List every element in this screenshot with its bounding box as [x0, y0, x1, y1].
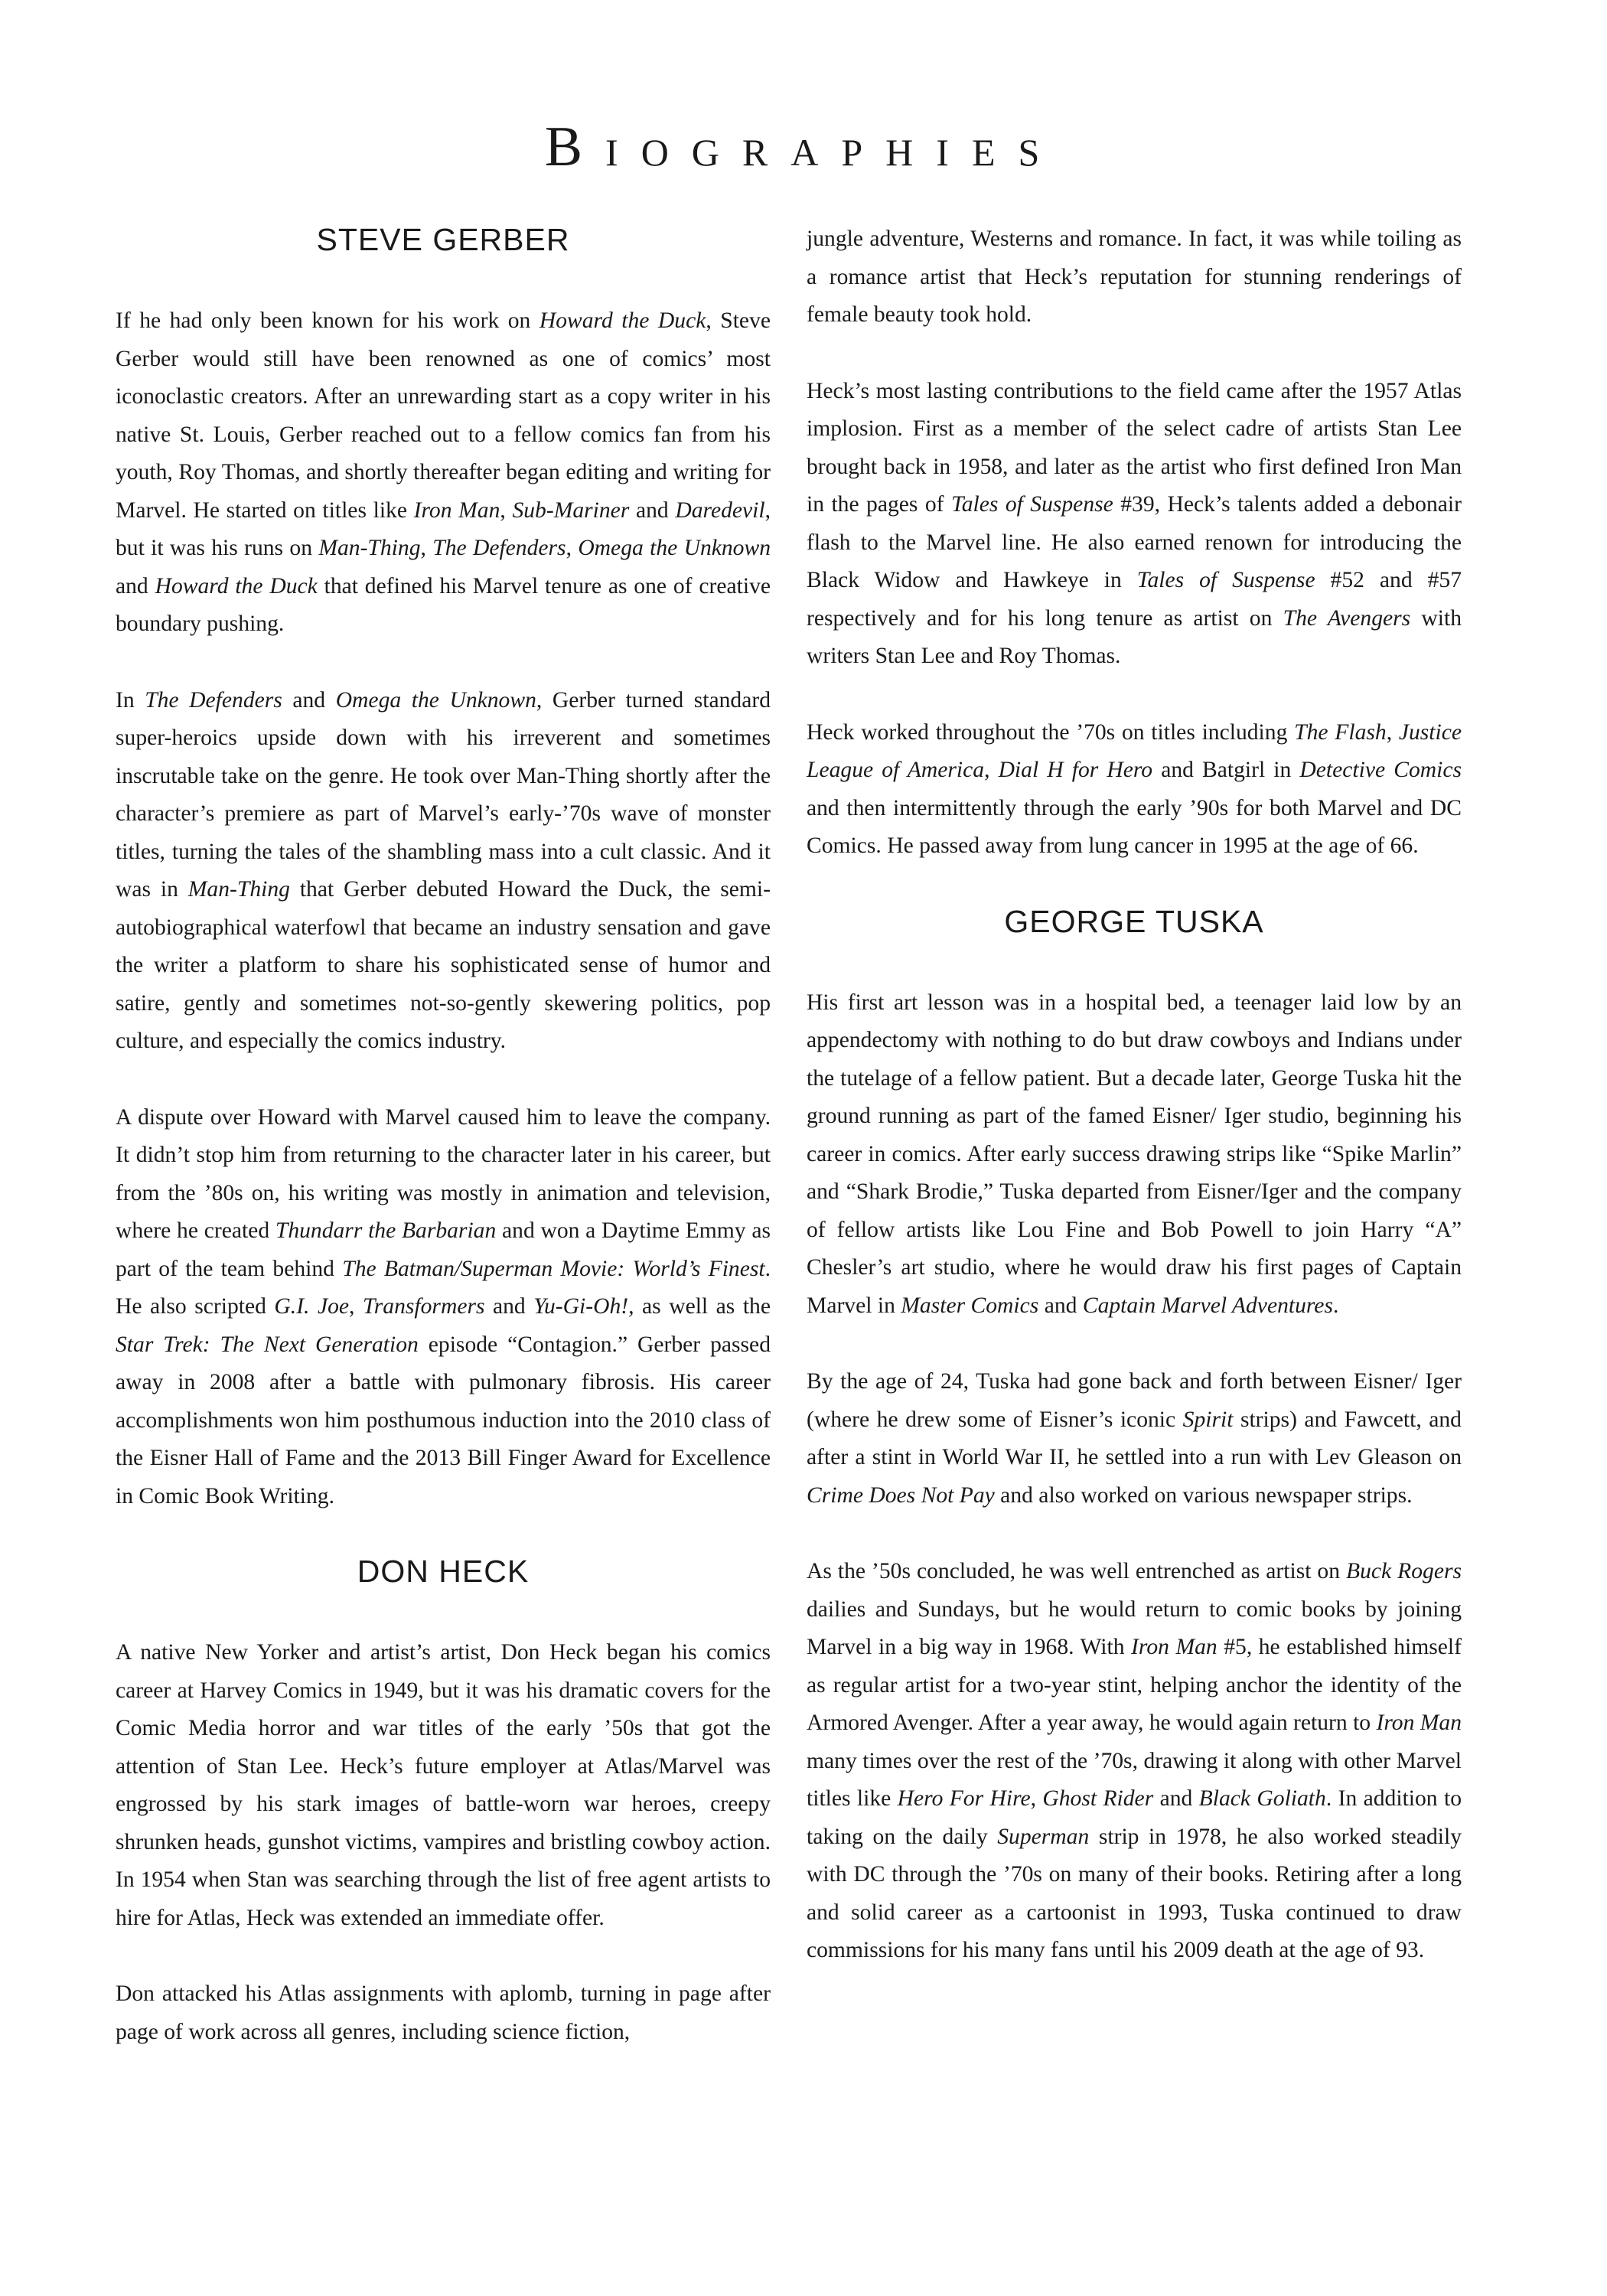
bio-heading-steve-gerber: STEVE GERBER	[316, 222, 570, 257]
bio-paragraph: jungle adventure, Westerns and romance. In fact, it was while toiling as a romance artist that Heck’s reputation for stunning renderings of female beauty took hold.	[807, 227, 1462, 327]
bio-paragraph: His first art lesson was in a hospital bed, a teenager laid low by an appendectomy with nothing to do but draw cowboys and Indians under the tutelage of a fellow patient. But a decade later, George Tuska hit the ground running as part of the famed Eisner/ Iger studio, beginning his career in comics. After early success drawing strips like “Spike Marlin” and “Shark Brodie,” Tuska departed from Eisner/Iger and the company of fellow artists like Lou Fine and Bob Powell to join Harry “A” Chesler’s art studio, where he would draw his first pages of Captain Marvel in Master Comics and Captain Marvel Adventures.	[807, 990, 1462, 1318]
bio-paragraph: A native New Yorker and artist’s artist, Don Heck began his comics career at Harvey Comics in 1949, but it was his dramatic covers for the Comic Media horror and war titles of the early ’50s that got the attention of Stan Lee. Heck’s future employer at Atlas/Marvel was engrossed by his stark images of battle-worn war heroes, creepy shrunken heads, gunshot victims, vampires and bristling cowboy action. In 1954 when Stan was searching through the list of free agent artists to hire for Atlas, Heck was extended an immediate offer.	[116, 1640, 771, 1930]
bio-paragraph: Heck worked throughout the ’70s on titles including The Flash, Justice League of America, Dial H for Hero and Batgirl in Detective Comics and then intermittently through the early ’90s for both Marvel and DC Comics. He passed away from lung cancer in 1995 at the age of 66.	[807, 719, 1462, 858]
bio-heading-don-heck: DON HECK	[357, 1554, 530, 1589]
bio-paragraph: If he had only been known for his work on Howard the Duck, Steve Gerber would still have been renowned as one of comics’ most iconoclastic creators. After an unrewarding start as a copy writer in his native St. Louis, Gerber reached out to a fellow comics fan from his youth, Roy Thomas, and shortly thereafter began editing and writing for Marvel. He started on titles like Iron Man, Sub-Mariner and Daredevil, but it was his runs on Man-Thing, The Defenders, Omega the Unknown and Howard the Duck that defined his Marvel tenure as one of creative boundary pushing.	[116, 308, 771, 636]
bio-paragraph: A dispute over Howard with Marvel caused him to leave the company. It didn’t stop him from returning to the character later in his career, but from the ’80s on, his writing was mostly in animation and television, where he created Thundarr the Barbarian and won a Daytime Emmy as part of the team behind The Batman/Superman Movie: World’s Finest. He also scripted G.I. Joe, Transformers and Yu-Gi-Oh!, as well as the Star Trek: The Next Generation episode “Contagion.” Gerber passed away in 2008 after a battle with pulmonary fibrosis. His career accomplishments won him posthumous induction into the 2010 class of the Eisner Hall of Fame and the 2013 Bill Finger Award for Excellence in Comic Book Writing.	[116, 1104, 771, 1508]
page-title: BIOGRAPHIES	[544, 116, 1063, 178]
left-column	[116, 205, 771, 2089]
bio-heading-george-tuska: GEORGE TUSKA	[1004, 903, 1264, 939]
bio-paragraph: Don attacked his Atlas assignments with aplomb, turning in page after page of work across all genres, including science fiction,	[116, 1981, 771, 2044]
bio-paragraph: Heck’s most lasting contributions to the field came after the 1957 Atlas implosion. First as a member of the select cadre of artists Stan Lee brought back in 1958, and later as the artist who first defined Iron Man in the pages of Tales of Suspense #39, Heck’s talents added a debonair flash to the Marvel line. He also earned renown for introducing the Black Widow and Hawkeye in Tales of Suspense #52 and #57 respectively and for his long tenure as artist on The Avengers with writers Stan Lee and Roy Thomas.	[807, 378, 1462, 668]
bio-paragraph: By the age of 24, Tuska had gone back and forth between Eisner/ Iger (where he drew some of Eisner’s iconic Spirit strips) and Fawcett, and after a stint in World War II, he settled into a run with Lev Gleason on Crime Does Not Pay and also worked on various newspaper strips.	[807, 1369, 1462, 1508]
bio-paragraph: In The Defenders and Omega the Unknown, Gerber turned standard super-heroics upside down with his irreverent and sometimes inscrutable take on the genre. He took over Man-Thing shortly after the character’s premiere as part of Marvel’s early-’70s wave of monster titles, turning the tales of the shambling mass into a cult classic. And it was in Man-Thing that Gerber debuted Howard the Duck, the semi-autobiographical waterfowl that became an industry sensation and gave the writer a platform to share his sophisticated sense of humor and satire, gently and sometimes not-so-gently skewering politics, pop culture, and especially the comics industry.	[116, 687, 771, 1053]
right-column	[807, 220, 1462, 2008]
bio-paragraph: As the ’50s concluded, he was well entrenched as artist on Buck Rogers dailies and Sundays, but he would return to comic books by joining Marvel in a big way in 1968. With Iron Man #5, he established himself as regular artist for a two-year stint, helping anchor the identity of the Armored Avenger. After a year away, he would again return to Iron Man many times over the rest of the ’70s, drawing it along with other Marvel titles like Hero For Hire, Ghost Rider and Black Goliath. In addition to taking on the daily Superman strip in 1978, he also worked steadily with DC through the ’70s on many of their books. Retiring after a long and solid career as a cartoonist in 1993, Tuska continued to draw commissions for his many fans until his 2009 death at the age of 93.	[807, 1559, 1462, 1962]
